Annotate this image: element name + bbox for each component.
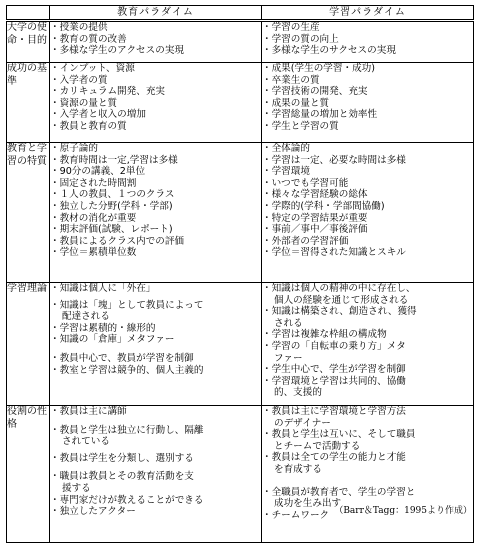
bullet-item: ・教員は全ての学生の能力と才能 bbox=[262, 452, 406, 464]
bullet-item: ・チームワーク bbox=[262, 509, 330, 521]
bullet-item: ・学習の質の向上 bbox=[262, 33, 339, 45]
bullet-item: ・カリキュラム開発、充実 bbox=[50, 86, 166, 98]
bullet-item: ・原子論的 bbox=[50, 143, 98, 154]
bullet-item: ・入学者と収入の増加 bbox=[50, 109, 146, 121]
bullet-item-continuation: 個人の経験を通じて形成される bbox=[274, 294, 409, 306]
bullet-item-continuation: とチームで活動する bbox=[274, 440, 361, 452]
bullet-item: ・学習総量の増加と効率性 bbox=[262, 109, 378, 121]
bullet-item: ・卒業生の質 bbox=[262, 74, 320, 86]
row-header bbox=[7, 143, 50, 283]
bullet-item: ・全職員が教育者で、学生の学習と bbox=[262, 486, 416, 498]
bullet-item-continuation: 援する bbox=[62, 482, 91, 494]
bullet-item: ・学習の「自転車の乗り方」メタ bbox=[262, 340, 406, 352]
row-header-line: 教育と学 bbox=[7, 143, 47, 154]
row-header-line: 役割の性 bbox=[7, 406, 47, 417]
row-header bbox=[7, 283, 50, 406]
bullet-item: ・学習の生産 bbox=[262, 22, 320, 33]
bullet-item: ・職員は教員とその教育活動を支 bbox=[50, 471, 194, 483]
bullet-item-continuation: 成功を生み出す bbox=[274, 498, 342, 510]
bullet-item: ・教員と学生は独立に行動し、隔離 bbox=[50, 424, 204, 436]
bullet-item: ・全体論的 bbox=[262, 143, 310, 154]
bullet-item: ・資源の量と質 bbox=[50, 97, 118, 109]
bullet-item: ・知識の「倉庫」メタファー bbox=[50, 334, 175, 346]
teaching-paradigm-cell bbox=[50, 406, 262, 543]
row-header-line: 命・目的 bbox=[7, 34, 47, 46]
bullet-item: ・成果の量と質 bbox=[262, 97, 330, 109]
bullet-item: ・多様な学生のアクセスの実現 bbox=[50, 45, 185, 57]
bullet-item: ・教員は学生を分類し、選別する bbox=[50, 452, 194, 464]
row-header bbox=[7, 406, 50, 543]
bullet-item: ・教育の質の改善 bbox=[50, 33, 127, 45]
bullet-item: ・入学者の質 bbox=[50, 74, 108, 86]
learning-paradigm-cell bbox=[262, 63, 474, 143]
bullet-item: ・固定された時間割 bbox=[50, 177, 137, 189]
learning-paradigm-cell bbox=[262, 143, 474, 283]
bullet-item: ・学生と学習の質 bbox=[262, 120, 339, 132]
table-row-mission bbox=[7, 21, 474, 63]
bullet-item: ・外部者の学習評価 bbox=[262, 235, 349, 247]
spacer bbox=[262, 476, 473, 487]
bullet-item: ・学習環境と学習は共同的、協働 bbox=[262, 375, 406, 387]
bullet-item: ・学習は一定、必要な時間は多様 bbox=[262, 154, 406, 166]
row-header-line: 学習理論 bbox=[7, 283, 47, 294]
teaching-paradigm-cell bbox=[50, 143, 262, 283]
row-header-line: 準 bbox=[7, 75, 17, 87]
bullet-item: ・知識は個人に「外在」 bbox=[50, 283, 156, 294]
table-row-teaching-learning-nature bbox=[7, 143, 474, 283]
bullet-item: ・教員中心で、教員が学習を制御 bbox=[50, 352, 194, 364]
bullet-item: ・成果(学生の学習・成功) bbox=[262, 63, 376, 74]
bullet-item: ・授業の提供 bbox=[50, 22, 108, 33]
header-corner bbox=[7, 6, 50, 21]
table-row-success-criteria bbox=[7, 63, 474, 143]
learning-paradigm-cell bbox=[262, 283, 474, 406]
bullet-item-continuation: 的、支援的 bbox=[274, 387, 322, 399]
bullet-item: ・様々な学習経験の総体 bbox=[262, 189, 368, 201]
bullet-item-continuation: ファー bbox=[274, 352, 303, 364]
teaching-paradigm-cell bbox=[50, 283, 262, 406]
row-header bbox=[7, 63, 50, 143]
row-header-line: 習の特質 bbox=[7, 155, 47, 167]
bullet-item: ・学習は複雑な枠組の構成物 bbox=[262, 329, 387, 341]
bullet-item: ・教員によるクラス内での評価 bbox=[50, 235, 185, 247]
teaching-paradigm-cell bbox=[50, 21, 262, 63]
bullet-item: ・学生中心で、学生が学習を制御 bbox=[262, 364, 406, 376]
bullet-item: ・期末評価(試験、レポート) bbox=[50, 224, 173, 236]
row-header-line: 格 bbox=[7, 418, 17, 430]
source-citation: （Barr＆Tagg：1995より作成） bbox=[334, 506, 472, 516]
bullet-item: ・特定の学習結果が重要 bbox=[262, 212, 368, 224]
bullet-item: ・教材の消化が重要 bbox=[50, 212, 137, 224]
bullet-item: ・学位＝累積単位数 bbox=[50, 247, 137, 259]
bullet-item-continuation: のデザイナー bbox=[274, 417, 331, 429]
bullet-item: ・独立した分野(学科・学部) bbox=[50, 200, 173, 212]
bullet-item-continuation: されている bbox=[62, 436, 110, 448]
bullet-item-continuation: 配達される bbox=[62, 311, 110, 323]
row-header bbox=[7, 21, 50, 63]
bullet-item: ・知識は「塊」として教員によって bbox=[50, 299, 204, 311]
header-row bbox=[7, 6, 474, 21]
teaching-paradigm-cell bbox=[50, 63, 262, 143]
bullet-item: ・教室と学習は競争的、個人主義的 bbox=[50, 364, 204, 376]
bullet-item: ・教員は主に講師 bbox=[50, 406, 127, 417]
table-row-learning-theory bbox=[7, 283, 474, 406]
bullet-item: ・インプット、資源 bbox=[50, 63, 135, 74]
bullet-item: ・教員と教育の質 bbox=[50, 120, 127, 132]
bullet-item: ・学習環境 bbox=[262, 166, 310, 178]
bullet-item: ・知識は個人の精神の中に存在し、 bbox=[262, 283, 416, 294]
bullet-item: ・教育時間は一定,学習は多様 bbox=[50, 154, 178, 166]
learning-paradigm-cell bbox=[262, 406, 474, 543]
row-header-line: 成功の基 bbox=[7, 63, 47, 74]
learning-paradigm-cell bbox=[262, 21, 474, 63]
table-row-role-nature bbox=[7, 406, 474, 543]
bullet-item: ・学習技術の開発、充実 bbox=[262, 86, 368, 98]
bullet-item: ・教員は主に学習環境と学習方法 bbox=[262, 406, 406, 417]
paradigm-comparison-table bbox=[6, 5, 474, 543]
bullet-item: ・１人の教員、１つのクラス bbox=[50, 189, 175, 201]
bullet-item: ・学位＝習得された知識とスキル bbox=[262, 247, 406, 259]
bullet-item: ・専門家だけが教えることができる bbox=[50, 494, 204, 506]
header-teaching-paradigm: 教育パラダイム bbox=[50, 6, 262, 21]
row-header-line: 大学の使 bbox=[7, 22, 47, 33]
bullet-item-continuation: を育成する bbox=[274, 463, 322, 475]
bullet-item: ・多様な学生のサクセスの実現 bbox=[262, 45, 396, 57]
bullet-item: ・独立したアクター bbox=[50, 506, 136, 518]
bullet-item-continuation: される bbox=[274, 317, 303, 329]
bullet-item: ・学習は累積的・線形的 bbox=[50, 322, 156, 334]
bullet-item: ・教員と学生は互いに、そして職員 bbox=[262, 429, 416, 441]
bullet-item: ・事前／事中／事後評価 bbox=[262, 224, 368, 236]
bullet-item: ・90分の講義、2単位 bbox=[50, 166, 146, 178]
header-learning-paradigm: 学習パラダイム bbox=[262, 6, 474, 21]
bullet-item: ・いつでも学習可能 bbox=[262, 177, 349, 189]
bullet-item: ・学際的(学科・学部間協働) bbox=[262, 200, 385, 212]
bullet-item: ・知識は構築され、創造され、獲得 bbox=[262, 306, 417, 318]
